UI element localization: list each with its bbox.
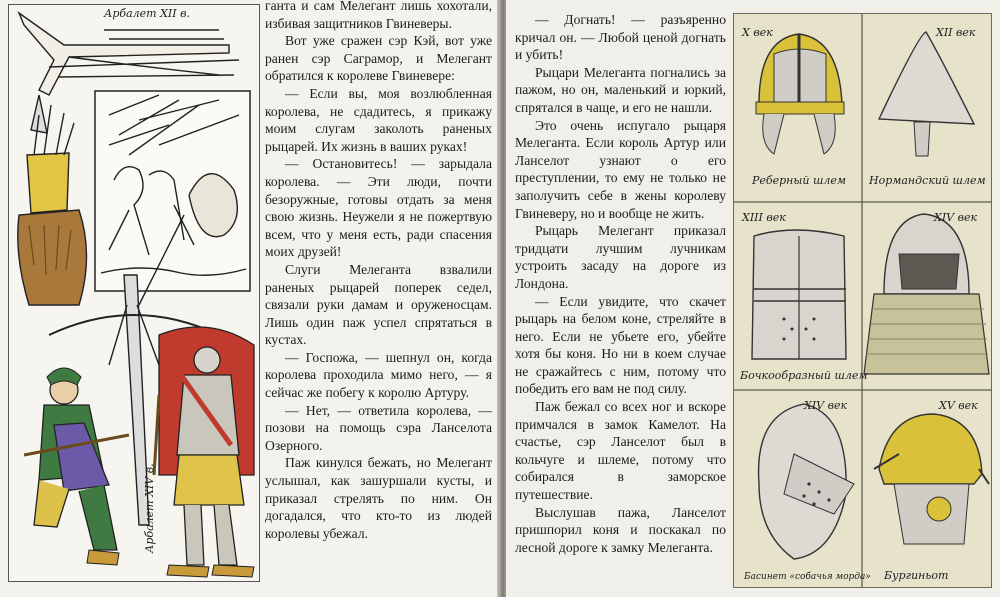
great-helm-icon (752, 230, 846, 359)
left-paragraph-2: Вот уже сражен сэр Кэй, вот уже ранен сэр Саграмор, и Мелегант обратился к королеве Гвиневере: (265, 33, 492, 84)
right-paragraph-6: Паж бежал со всех ног и вскоре примчался в замок Камелот. На счастье, сэр Ланселот был в кольчуге и шлеме, потому что собирался в заморское путешествие. (515, 399, 726, 503)
bascinet-aventail-icon (864, 214, 989, 374)
top-crossbow-caption: Арбалет XII в. (104, 7, 191, 20)
helmet-6-century: XV век (939, 399, 978, 412)
left-paragraph-7: — Нет, — ответила королева, — позови на помощь сэра Ланселота Озерного. (265, 402, 492, 453)
right-paragraph-7: Выслушав пажа, Ланселот пришпорил коня и поскакал по лесной дороге к замку Мелеганта. (515, 504, 726, 555)
helmet-6-name: Бургиньот (884, 569, 949, 582)
left-paragraph-3: — Если вы, моя возлюбленная королева, не сдадитесь, я прикажу моим слугам заколоть раненых рыцарей. Их жизнь в ваших руках! (265, 85, 492, 154)
helmet-1-century: X век (742, 26, 773, 39)
right-text-column (515, 11, 726, 556)
right-paragraph-2: Рыцари Мелеганта погнались за пажом, но он, маленький и юркий, спрятался в чаще, и его не нашли. (515, 64, 726, 115)
quiver-icon (18, 105, 87, 305)
helmet-2-century: XII век (936, 26, 976, 39)
helmet-5-century: XIV век (804, 399, 848, 412)
left-paragraph-6: — Госпожа, — шепнул он, когда королева проходила мимо него, — я сейчас же побегу к королю Артуру. (265, 349, 492, 401)
crossbow-illustration (8, 4, 260, 582)
helmets-plate (733, 13, 992, 588)
left-paragraph-4: — Остановитесь! — зарыдала королева. — Эти люди, почти безоружные, готовы отдать за меня свою жизнь. Неужели я не пожертвую всем, что у меня есть, ради спасения моих друзей! (265, 156, 492, 260)
kneeling-crossbowman-icon (24, 368, 129, 565)
standing-knight-icon (154, 327, 254, 577)
helmet-3-name: Бочкообразный шлем (740, 369, 868, 382)
left-paragraph-8: Паж кинулся бежать, но Мелегант услышал, как зашуршали кусты, и приказал стрелять по ним. Он догадался, что кто-то из людей королевы убежал. (265, 455, 492, 541)
left-text-column (265, 0, 492, 542)
spangenhelm-icon (756, 34, 844, 154)
right-paragraph-4: Рыцарь Мелегант приказал тридцати лучшим лучникам устроить засаду на дороге из Лондона. (515, 223, 726, 291)
helmets-drawing (734, 14, 991, 587)
helmet-2-name: Нормандский шлем (869, 174, 986, 187)
norman-helmet-icon (879, 32, 974, 156)
burgonet-icon (874, 414, 989, 544)
hounskull-bascinet-icon (759, 404, 854, 559)
right-paragraph-1: — Догнать! — разъяренно кричал он. — Любой ценой догнать и убить! (515, 12, 726, 63)
left-paragraph-5: Слуги Мелеганта взвалили раненых рыцарей поперек седел, связали руки дамам и оруженосцам. Лишь один паж успел спрятаться в кустах. (265, 261, 492, 348)
helmet-5-name: Басинет «собачья морда» (744, 572, 871, 582)
crossbow-drawing (9, 5, 259, 581)
vertical-crossbow-caption: Арбалет XIV в. (143, 463, 156, 553)
helmet-4-century: XIV век (934, 211, 978, 224)
helmet-1-name: Реберный шлем (752, 174, 847, 187)
right-paragraph-3: Это очень испугало рыцаря Мелеганта. Если король Артур или Ланселот узнают о его преступлении, то ему не только не заполучить себе в жены королеву Гвиневеру, но и вообще не жить. (515, 117, 726, 221)
right-paragraph-5: — Если увидите, что скачет рыцарь на белом коне, стреляйте в него. Если не убьете его, убейте хотя бы коня. Но ни в коем случае не сражайтесь с ним, потому что победить его вам не под силу. (515, 293, 726, 397)
helmet-3-century: XIII век (742, 211, 786, 224)
left-paragraph-1: ганта и сам Мелегант лишь хохотали, избивая защитников Гвиневеры. (265, 0, 492, 31)
